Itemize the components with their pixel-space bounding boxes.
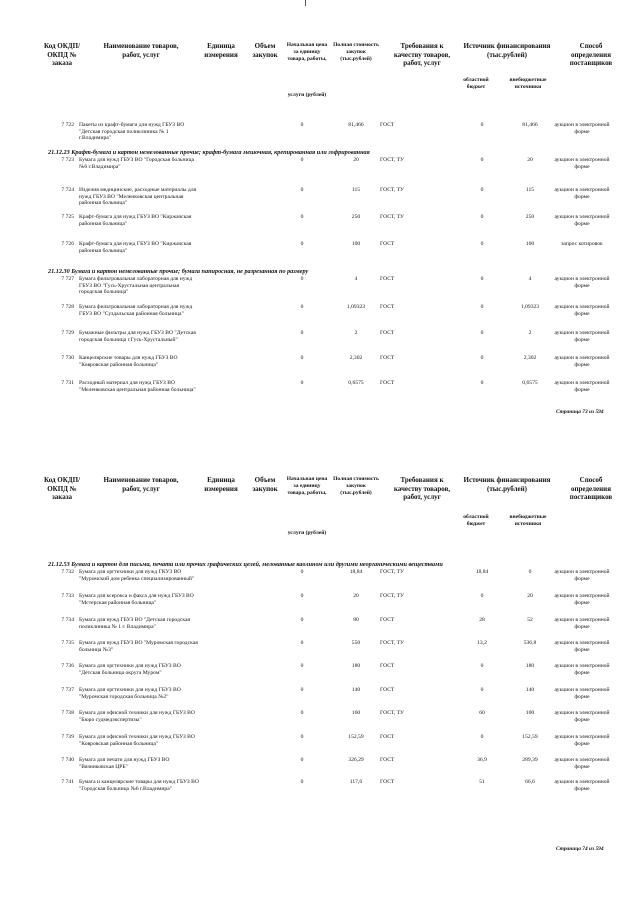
row-regional: 60	[479, 710, 485, 716]
row-method: аукцион в электронной форме	[554, 157, 610, 170]
row-regional: 0	[480, 276, 484, 282]
page-number: Страница 73 из 594	[556, 409, 604, 415]
row-requirements: ГОСТ, ТУ	[380, 640, 404, 646]
row-requirements: ГОСТ, ТУ	[380, 569, 404, 575]
row-method: аукцион в электронной форме	[554, 569, 610, 582]
row-total: 326,29	[348, 757, 364, 763]
row-code: 7 730	[61, 355, 74, 361]
row-total: 550	[351, 640, 361, 646]
row-method: аукцион в электронной форме	[554, 187, 610, 200]
row-regional: 0	[480, 380, 484, 386]
row-total: 20	[353, 593, 359, 599]
col-total-header: Полная стоимость закупок (тыс.рублей)	[333, 476, 379, 496]
col-source-external: внебюджетные источники	[509, 77, 547, 90]
row-code: 7 735	[61, 640, 74, 646]
row-price: 0	[300, 593, 304, 599]
row-method: аукцион в электронной форме	[554, 593, 610, 606]
row-code: 7 724	[61, 187, 74, 193]
row-code: 7 733	[61, 593, 74, 599]
row-code: 7 732	[61, 569, 74, 575]
row-name: Бумага для печати для нужд ГБУЗ ВО "Вязниковская ЦРБ"	[79, 757, 170, 770]
row-code: 7 736	[61, 663, 74, 669]
row-price: 0	[300, 214, 304, 220]
col-unit-header: Единица измерения	[204, 42, 238, 59]
row-regional: 0	[480, 330, 484, 336]
row-external: 1,09323	[520, 304, 540, 310]
row-regional: 0	[480, 157, 484, 163]
row-method: аукцион в электронной форме	[554, 640, 610, 653]
row-requirements: ГОСТ, ТУ	[380, 157, 404, 163]
row-total: 2,302	[349, 355, 363, 361]
row-external: 100	[525, 710, 535, 716]
row-name: Канцелярские товары для нужд ГБУЗ ВО "Ковровская районная больница"	[79, 355, 178, 368]
col-price-sub: услуги (рублей)	[287, 530, 327, 536]
col-method-header: Способ определения поставщиков	[569, 42, 613, 67]
row-requirements: ГОСТ, ТУ	[380, 593, 404, 599]
row-price: 0	[300, 757, 304, 763]
row-total: 250	[351, 214, 361, 220]
row-code: 7 734	[61, 617, 74, 623]
row-external: 289,39	[522, 757, 538, 763]
row-external: 250	[525, 214, 535, 220]
row-price: 0	[300, 380, 304, 386]
row-requirements: ГОСТ	[380, 241, 395, 247]
row-name: Бумага для нужд ГБУЗ ВО "Детская городская поликлиника № 1 г. Владимира"	[79, 617, 191, 630]
row-code: 7 726	[61, 241, 74, 247]
row-total: 100	[351, 241, 361, 247]
row-requirements: ГОСТ	[380, 779, 395, 785]
row-method: аукцион в электронной форме	[554, 757, 610, 770]
row-price: 0	[300, 276, 304, 282]
row-method: аукцион в электронной форме	[554, 304, 610, 317]
row-method: аукцион в электронной форме	[554, 122, 610, 135]
row-code: 7 728	[61, 304, 74, 310]
row-regional: 0	[480, 663, 484, 669]
row-price: 0	[300, 640, 304, 646]
row-name: Изделия медицинские, расходные материалы для нужд ГБУЗ ВО "Меленковская центральная районная больница"	[79, 187, 197, 207]
col-source-header: Источник финансирования (тыс.рублей)	[463, 42, 551, 59]
row-regional: 0	[480, 304, 484, 310]
row-external: 0	[528, 569, 532, 575]
row-external: 2,302	[523, 355, 537, 361]
row-requirements: ГОСТ	[380, 330, 395, 336]
row-regional: 18,84	[475, 569, 489, 575]
col-unit-header: Единица измерения	[204, 476, 238, 493]
row-name: Бумажные фильтры для нужд ГБУЗ ВО "Детская городская больница г.Гусь-Хрустальный"	[79, 330, 196, 343]
row-name: Пакеты из крафт-бумаги для нужд ГБУЗ ВО "Детская городская поликлиника № 1 г.Владимира"	[79, 122, 185, 142]
row-price: 0	[300, 617, 304, 623]
row-code: 7 739	[61, 734, 74, 740]
row-method: запрос котировок	[561, 241, 603, 247]
row-total: 81,466	[348, 122, 364, 128]
row-requirements: ГОСТ, ТУ	[380, 214, 404, 220]
row-price: 0	[300, 663, 304, 669]
row-total: 18,84	[349, 569, 363, 575]
row-code: 7 727	[61, 276, 74, 282]
row-regional: 51	[479, 779, 485, 785]
row-name: Бумага для нужд ГБУЗ ВО "Муромская городская больница №3"	[79, 640, 198, 653]
row-total: 4	[354, 276, 358, 282]
row-code: 7 738	[61, 710, 74, 716]
col-code-header: Код ОКДП/ ОКПД № заказа	[43, 476, 81, 501]
row-code: 7 737	[61, 687, 74, 693]
row-name: Расходный материал для нужд ГБУЗ ВО "Меленковская центральная районная больница"	[79, 380, 196, 393]
row-method: аукцион в электронной форме	[554, 687, 610, 700]
row-external: 4	[528, 276, 532, 282]
row-external: 20	[527, 157, 533, 163]
row-price: 0	[300, 241, 304, 247]
row-method: аукцион в электронной форме	[554, 779, 610, 792]
row-method: аукцион в электронной форме	[554, 330, 610, 343]
row-requirements: ГОСТ	[380, 734, 395, 740]
row-total: 115	[351, 187, 361, 193]
row-requirements: ГОСТ	[380, 304, 395, 310]
row-external: 20	[527, 593, 533, 599]
row-name: Бумага для оргтехники для нужд ГКУЗ ВО "Муромский дом ребенка специализированный"	[79, 569, 195, 582]
row-code: 7 741	[61, 779, 74, 785]
row-total: 152,59	[348, 734, 364, 740]
row-name: Бумага для ксерокса и факса для нужд ГБУЗ ВО "Мстерская районная больница"	[79, 593, 194, 606]
row-regional: 0	[480, 734, 484, 740]
row-price: 0	[300, 187, 304, 193]
row-external: 52	[527, 617, 533, 623]
row-requirements: ГОСТ, ТУ	[380, 710, 404, 716]
row-name: Бумага и канцелярские товары для нужд ГБУЗ ВО "Городская больница №6 г.Владимира"	[79, 779, 199, 792]
row-name: Бумага для офисной техники для нужд ГБУЗ ВО "Ковровская районная больница"	[79, 734, 195, 747]
row-price: 0	[300, 330, 304, 336]
row-name: Крафт-бумага для нужд ГБУЗ ВО "Киржачская районная больница"	[79, 214, 192, 227]
col-name-header: Наименование товаров, работ, услуг	[103, 42, 179, 59]
row-external: 0,6575	[522, 380, 538, 386]
col-source-external: внебюджетные источники	[509, 514, 547, 527]
row-total: 0,6575	[348, 380, 364, 386]
col-total-header: Полная стоимость закупок (тыс.рублей)	[333, 42, 379, 62]
row-external: 180	[525, 663, 535, 669]
row-price: 0	[300, 355, 304, 361]
row-price: 0	[300, 122, 304, 128]
row-requirements: ГОСТ	[380, 757, 395, 763]
row-method: аукцион в электронной форме	[554, 710, 610, 723]
row-price: 0	[300, 157, 304, 163]
row-name: Бумага для нужд ГБУЗ ВО "Городская больница №6 г.Владимира"	[79, 157, 194, 170]
section-heading: 21.12.23 Крафт-бумага и картон немелованные прочие; крафт-бумага мешочная, крепированная или гофрированная	[48, 149, 370, 156]
row-total: 1,09323	[346, 304, 366, 310]
row-name: Бумага для офисной техники для нужд ГБУЗ ВО "Бюро судмедэкспертизы"	[79, 710, 195, 723]
col-code-header: Код ОКДП/ ОКПД № заказа	[43, 42, 81, 67]
section-heading: 21.12.53 Бумага и картон для письма, печати или прочих графических целей, мелованные каолином или другими неорганическими веществами	[48, 561, 443, 568]
section-heading: 21.12.30 Бумага и картон немелованные прочие; бумага папиросная, не разрезанная по размеру	[48, 268, 309, 275]
row-external: 81,466	[522, 122, 538, 128]
row-external: 115	[525, 187, 535, 193]
col-source-regional: областной бюджет	[463, 514, 489, 527]
col-volume-header: Объем закупок	[252, 476, 278, 493]
row-name: Бумага для оргтехники для нужд ГБУЗ ВО "Муромская городская больница №2"	[79, 687, 181, 700]
row-price: 0	[300, 734, 304, 740]
row-regional: 0	[480, 122, 484, 128]
col-req-header: Требования к качеству товаров, работ, услуг	[393, 476, 451, 501]
row-method: аукцион в электронной форме	[554, 617, 610, 630]
row-requirements: ГОСТ	[380, 687, 395, 693]
row-requirements: ГОСТ	[380, 617, 395, 623]
row-name: Крафт-бумага для нужд ГБУЗ ВО "Киржачская районная больница"	[79, 241, 192, 254]
row-requirements: ГОСТ, ТУ	[380, 187, 404, 193]
row-method: аукцион в электронной форме	[554, 734, 610, 747]
row-requirements: ГОСТ	[380, 380, 395, 386]
row-price: 0	[300, 304, 304, 310]
row-price: 0	[300, 687, 304, 693]
row-code: 7 722	[61, 122, 74, 128]
row-name: Бумага фильтровальная лабораторная для нужд ГБУЗ ВО "Гусь-Хрустальная центральная городская больница"	[79, 276, 193, 296]
row-external: 100	[525, 241, 535, 247]
row-method: аукцион в электронной форме	[554, 276, 610, 289]
row-regional: 0	[480, 355, 484, 361]
row-code: 7 731	[61, 380, 74, 386]
row-regional: 0	[480, 593, 484, 599]
row-regional: 0	[480, 687, 484, 693]
row-price: 0	[300, 710, 304, 716]
row-code: 7 740	[61, 757, 74, 763]
row-method: аукцион в электронной форме	[554, 380, 610, 393]
row-requirements: ГОСТ	[380, 663, 395, 669]
row-requirements: ГОСТ	[380, 122, 395, 128]
row-external: 536,8	[523, 640, 537, 646]
row-regional: 36,9	[477, 757, 487, 763]
row-regional: 0	[480, 241, 484, 247]
col-req-header: Требования к качеству товаров, работ, услуг	[393, 42, 451, 67]
row-price: 0	[300, 569, 304, 575]
col-volume-header: Объем закупок	[252, 42, 278, 59]
row-total: 20	[353, 157, 359, 163]
row-name: Бумага фильтровальная лабораторная для нужд ГБУЗ ВО "Суздальская районная больница"	[79, 304, 193, 317]
row-code: 7 725	[61, 214, 74, 220]
col-price-sub: услуги (рублей)	[287, 92, 327, 98]
col-price-header: Начальная цена за единицу товара, работы,	[286, 42, 328, 62]
row-total: 80	[353, 617, 359, 623]
row-price: 0	[300, 779, 304, 785]
row-name: Бумага для оргтехники для нужд ГБУЗ ВО "Детская больница округа Муром"	[79, 663, 181, 676]
col-source-header: Источник финансирования (тыс.рублей)	[463, 476, 551, 493]
row-total: 2	[354, 330, 358, 336]
col-source-regional: областной бюджет	[463, 77, 489, 90]
row-total: 117,6	[349, 779, 363, 785]
row-requirements: ГОСТ	[380, 276, 395, 282]
row-code: 7 723	[61, 157, 74, 163]
col-method-header: Способ определения поставщиков	[569, 476, 613, 501]
page-number: Страница 74 из 594	[556, 846, 604, 852]
row-total: 140	[351, 687, 361, 693]
row-regional: 0	[480, 214, 484, 220]
row-external: 152,59	[522, 734, 538, 740]
row-total: 160	[351, 710, 361, 716]
col-price-header: Начальная цена за единицу товара, работы,	[286, 476, 328, 496]
row-method: аукцион в электронной форме	[554, 355, 610, 368]
row-external: 66,6	[525, 779, 535, 785]
row-requirements: ГОСТ	[380, 355, 395, 361]
row-external: 2	[528, 330, 532, 336]
row-external: 140	[525, 687, 535, 693]
row-method: аукцион в электронной форме	[554, 663, 610, 676]
col-name-header: Наименование товаров, работ, услуг	[103, 476, 179, 493]
row-regional: 13,2	[477, 640, 487, 646]
row-total: 180	[351, 663, 361, 669]
row-code: 7 729	[61, 330, 74, 336]
row-regional: 0	[480, 187, 484, 193]
row-regional: 28	[479, 617, 485, 623]
row-method: аукцион в электронной форме	[554, 214, 610, 227]
